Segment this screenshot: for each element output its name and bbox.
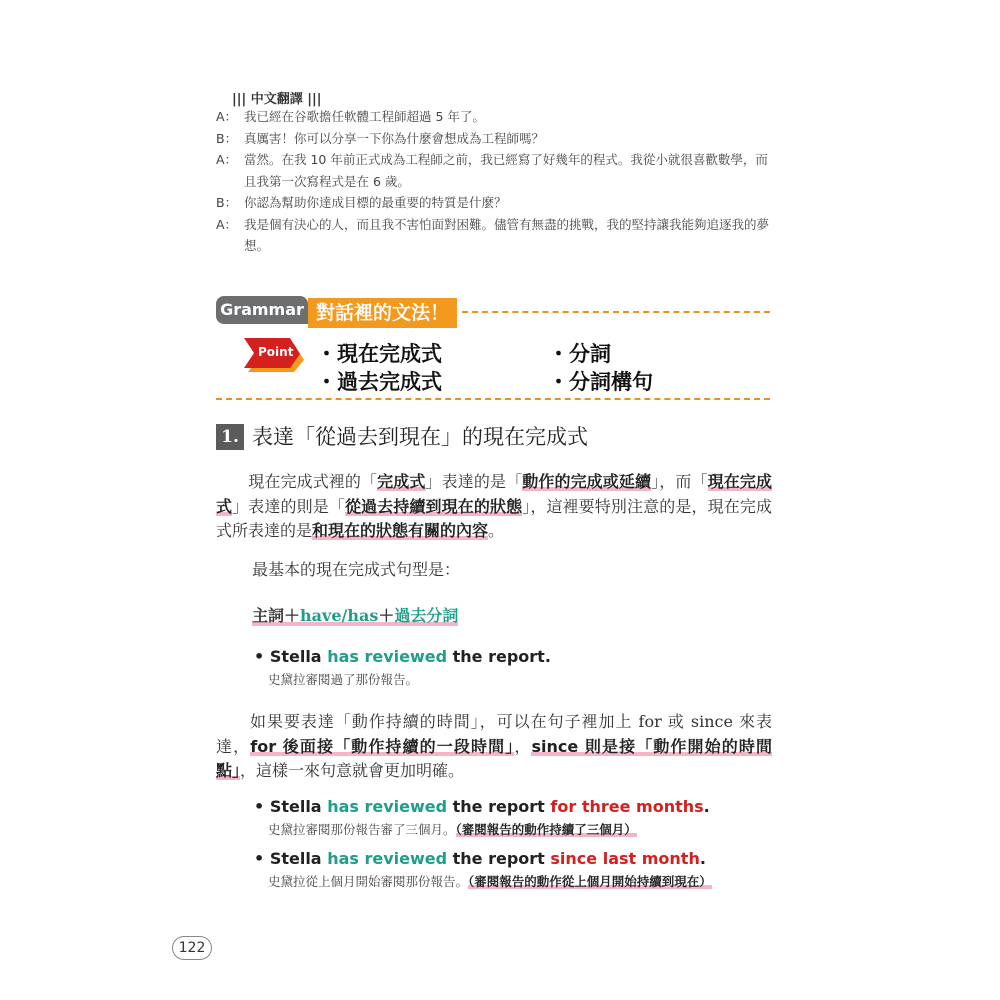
grammar-title: 對話裡的文法！ [308,298,457,328]
grammar-badge: Grammar [216,296,308,324]
page-number: 122 [172,936,212,960]
paragraph-intro: 現在完成式裡的「完成式」表達的是「動作的完成或延續」，而「現在完成式」表達的則是「從過去持續到現在的狀態」，這裡要特別注意的是，現在完成式所表達的是和現在的狀態有關的內容。 [216,472,772,540]
point-label: Point [258,345,294,359]
grammar-point: ・過去完成式 [316,370,442,394]
example-sentence: • Stella has reviewed the report for three months. [254,797,710,816]
example-sentence: • Stella has reviewed the report. [254,647,551,666]
grammar-point: ・現在完成式 [316,342,442,366]
translation-line: A： 我是個有決心的人，而且我不害怕面對困難。儘管有無盡的挑戰，我的堅持讓我能夠追逐我的夢想。 [216,216,770,253]
formula: 主詞＋have/has＋過去分詞 [252,603,458,626]
example-sentence: • Stella has reviewed the report since last month. [254,849,706,868]
paragraph-basic: 最基本的現在完成式句型是： [252,560,461,579]
example-translation: 史黛拉審閱那份報告審了三個月。（審閱報告的動作持續了三個月） [268,822,637,837]
paragraph-for-since: 如果要表達「動作持續的時間」，可以在句子裡加上 for 或 since 來表達，for 後面接「動作持續的一段時間」，since 則是接「動作開始的時間點」，這樣一來句意就會更加明確。 [216,712,772,780]
translation-line: B： 真厲害！你可以分享一下你為什麼會想成為工程師嗎？ [216,130,545,146]
section-title: 表達「從過去到現在」的現在完成式 [252,425,588,449]
example-note: （審閱報告的動作持續了三個月） [455,822,637,837]
example-translation: 史黛拉從上個月開始審閱那份報告。（審閱報告的動作從上個月開始持續到現在） [268,874,712,889]
translation-block [216,106,776,257]
grammar-divider [462,311,770,313]
example-translation: 史黛拉審閱過了那份報告。 [268,672,419,687]
grammar-point: ・分詞 [548,342,611,366]
point-tag [244,336,306,376]
translation-line: A： 我已經在谷歌擔任軟體工程師超過 5 年了。 [216,109,485,124]
example-note: （審閱報告的動作從上個月開始持續到現在） [468,874,712,889]
translation-title: ||| 中文翻譯 ||| [232,92,322,107]
section-number: 1. [216,424,244,450]
grammar-divider-bottom [216,398,770,400]
translation-line: A： 當然。在我 10 年前正式成為工程師之前，我已經寫了好幾年的程式。我從小就很喜歡數學，而且我第一次寫程式是在 6 歲。 [216,152,768,189]
grammar-point: ・分詞構句 [548,370,653,394]
translation-line: B： 你認為幫助你達成目標的最重要的特質是什麼？ [216,195,507,210]
